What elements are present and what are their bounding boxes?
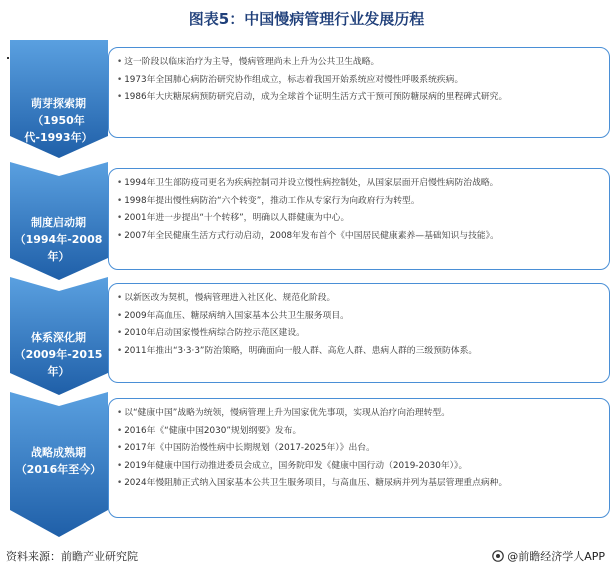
phase-box <box>108 47 610 138</box>
brand-text: @前瞻经济学人APP <box>507 550 605 563</box>
list-item: • 1998年提出慢性病防治“六个转变”，推动工作从专家行为向政府行为转型。 <box>117 195 420 206</box>
brand-credit <box>492 548 605 564</box>
phase-label: 战略成熟期（2016年至今） <box>15 446 102 476</box>
list-item: • 2024年慢阻肺正式纳入国家基本公共卫生服务项目，与高血压、糖尿病并列为基层管理重点病种。 <box>117 478 508 489</box>
stray-dot <box>7 57 9 59</box>
list-item: • 2017年《中国防治慢性病中长期规划（2017-2025年）》出台。 <box>117 443 375 454</box>
list-item: • 1994年卫生部防疫司更名为疾病控制司并设立慢性病控制处，从国家层面开启慢性病防治战略。 <box>117 178 499 188</box>
list-item: • 2010年启动国家慢性病综合防控示范区建设。 <box>117 328 305 339</box>
list-item: • 2016年《“健康中国2030”规划纲要》发布。 <box>117 425 302 436</box>
list-item: • 1986年大庆糖尿病预防研究启动，成为全球首个证明生活方式干预可预防糖尿病的里程碑式研究。 <box>117 92 508 103</box>
phase-box <box>108 283 610 383</box>
list-item: • 以“健康中国”战略为统领，慢病管理上升为国家优先事项，实现从治疗向治理转型。 <box>117 408 451 418</box>
figure-title: 图表5：中国慢病管理行业发展历程 <box>188 10 425 28</box>
brand-logo-icon <box>492 550 504 562</box>
list-item: • 2001年进一步提出“十个转移”，明确以人群健康为中心。 <box>117 213 350 224</box>
list-item: • 以新医改为契机，慢病管理进入社区化、规范化阶段。 <box>117 293 336 303</box>
phase-label: 萌芽探索期（1950年代-1993年） <box>24 97 93 144</box>
list-item: • 1973年全国肺心病防治研究协作组成立，标志着我国开始系统应对慢性呼吸系统疾病。 <box>117 74 464 85</box>
list-item: • 2009年高血压、糖尿病纳入国家基本公共卫生服务项目。 <box>117 310 349 321</box>
phase-box <box>108 168 610 270</box>
list-item: • 2011年推出“3·3·3”防治策略，明确面向一般人群、高危人群、患病人群的三级预防体系。 <box>117 345 478 356</box>
phase-label: 制度启动期（1994年-2008年） <box>14 216 103 263</box>
source-note: 资料来源：前瞻产业研究院 <box>6 550 138 563</box>
list-item: • 这一阶段以临床治疗为主导，慢病管理尚未上升为公共卫生战略。 <box>117 57 380 67</box>
list-item: • 2019年健康中国行动推进委员会成立，国务院印发《健康中国行动（2019-2030年）》。 <box>117 460 468 471</box>
list-item: • 2007年全民健康生活方式行动启动，2008年发布首个《中国居民健康素养—基础知识与技能》。 <box>117 230 499 241</box>
phase-box <box>108 398 610 518</box>
phase-label: 体系深化期（2009年-2015年） <box>14 331 103 378</box>
